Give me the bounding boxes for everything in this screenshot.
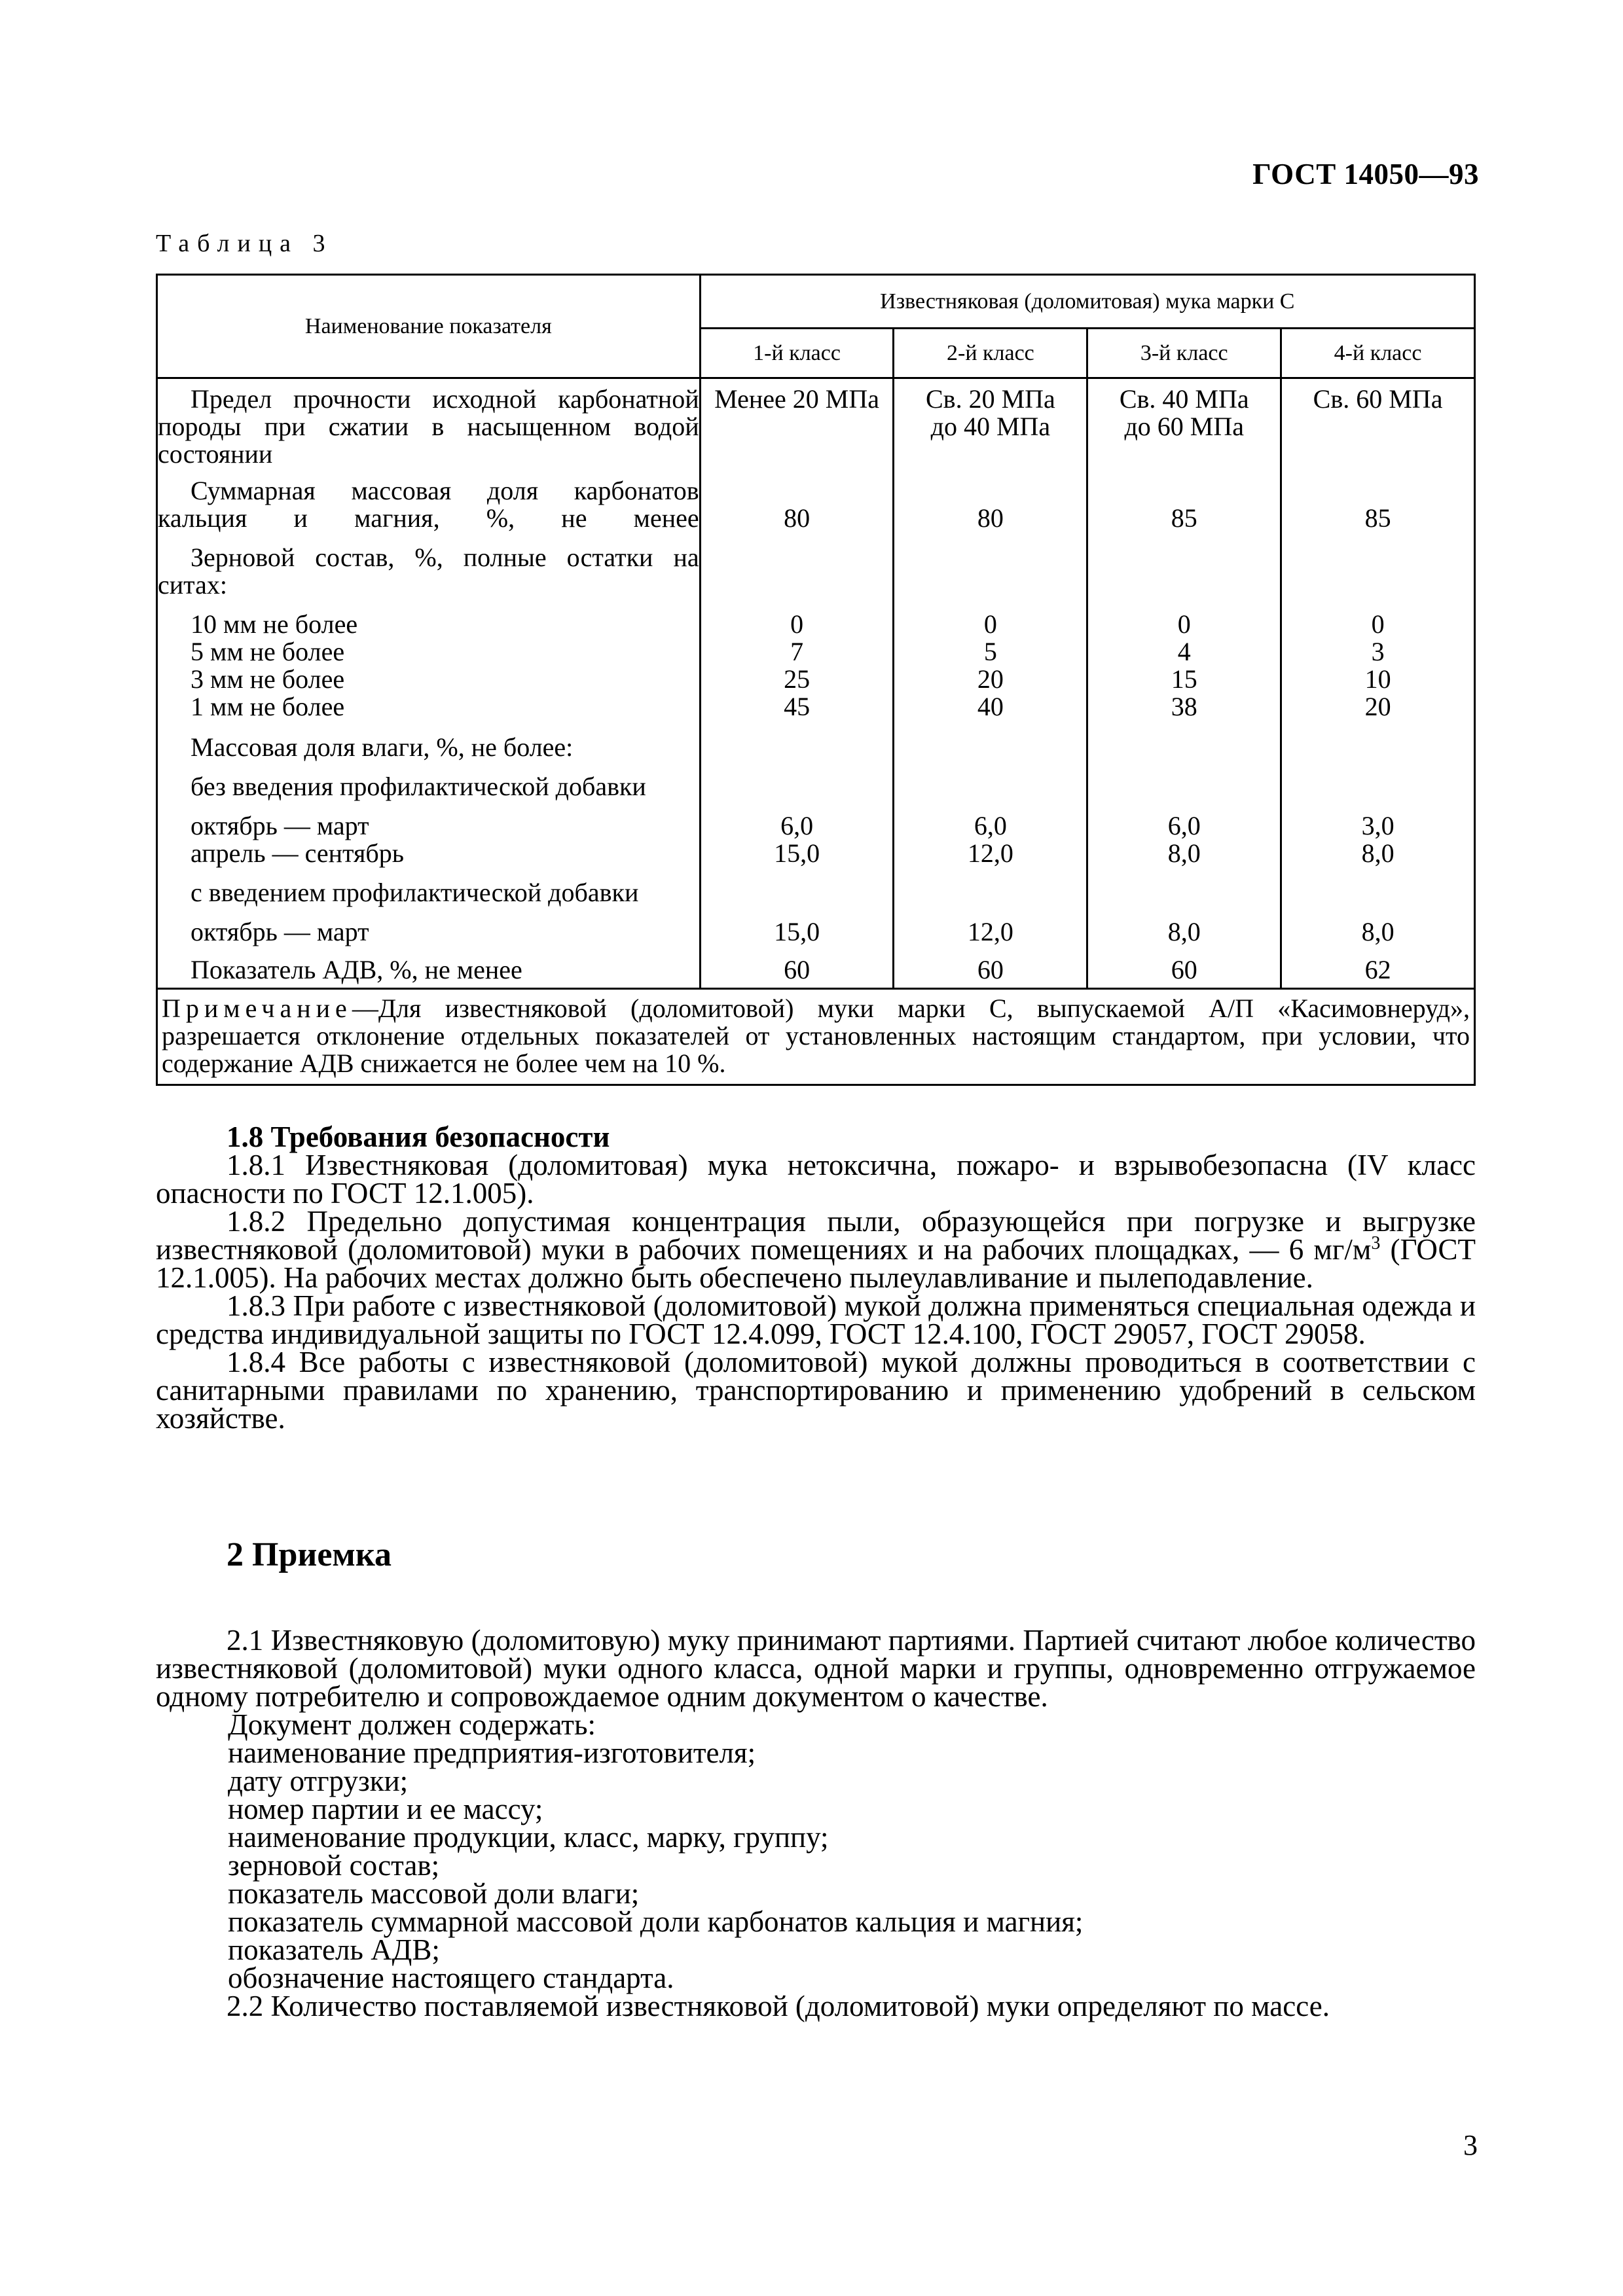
list-item: дату отгрузки; xyxy=(228,1765,409,1797)
cell: 3,0 8,0 xyxy=(1281,800,1475,867)
cell: 60 xyxy=(894,946,1087,989)
page-number: 3 xyxy=(1463,2129,1478,2161)
cell: 8,0 xyxy=(1281,906,1475,946)
section-title: 2 Приемка xyxy=(227,1536,392,1573)
list-item: номер партии и ее массу; xyxy=(228,1793,543,1825)
note-label: Примечание xyxy=(162,994,352,1023)
head-class-1: 1-й класс xyxy=(700,329,894,378)
table-row xyxy=(157,378,1475,469)
section-2 xyxy=(156,1536,1476,1573)
table-row xyxy=(157,721,1475,761)
list-item: показатель массовой доли влаги; xyxy=(228,1877,640,1910)
table-note xyxy=(157,989,1475,1085)
table-row xyxy=(157,468,1475,532)
cell: 85 xyxy=(1281,468,1475,532)
cell: 6,0 12,0 xyxy=(894,800,1087,867)
row-label-sieves: 10 мм не более 5 мм не более 3 мм не более 1 мм не более xyxy=(191,609,358,721)
paragraph: 1.8.2 Предельно допустимая концентрация пыли, образующейся при погрузке и выгрузке известняковой (доломитовой) муки в рабочих помещениях и на рабочих площадках, — 6 $мг/м^3$ (ГОСТ 12.1.005). На рабочих местах должно быть обеспечено пылеулавливание и пылеподавление. xyxy=(156,1205,1476,1294)
paragraph: 1.8.3 При работе с известняковой (доломитовой) мукой должна применяться специальная одежда и средства индивидуальной защиты по ГОСТ 12.4.099, ГОСТ 12.4.100, ГОСТ 29057, ГОСТ 29058. xyxy=(156,1289,1476,1350)
cell: 80 xyxy=(700,468,894,532)
table-row xyxy=(157,532,1475,599)
cell: 0 3 10 20 xyxy=(1281,599,1475,721)
section-2-body xyxy=(156,1626,1476,2020)
cell: 15,0 xyxy=(700,906,894,946)
list-item: наименование продукции, класс, марку, группу; xyxy=(228,1821,829,1854)
cell: 8,0 xyxy=(1087,906,1281,946)
cell: 85 xyxy=(1087,468,1281,532)
cell: 6,0 8,0 xyxy=(1087,800,1281,867)
row-label-strength: Предел прочности исходной карбонатной породы при сжатии в насыщенном водой состоянии xyxy=(158,384,699,469)
list-item: показатель АДВ; xyxy=(228,1933,440,1966)
head-class-2: 2-й класс xyxy=(894,329,1087,378)
section-title: 1.8 Требования безопасности xyxy=(227,1121,610,1153)
list-item: Документ должен содержать: xyxy=(228,1708,596,1741)
document-contents-list xyxy=(156,1708,1476,1994)
cell: Св. 20 МПа до 40 МПа xyxy=(894,378,1087,469)
table-caption: Таблица 3 xyxy=(156,230,333,257)
paragraph: 1.8.1 Известняковая (доломитовая) мука нетоксична, пожаро- и взрывобезопасна (IV класс опасности по ГОСТ 12.1.005). xyxy=(156,1149,1476,1210)
list-item: показатель суммарной массовой доли карбонатов кальция и магния; xyxy=(228,1905,1084,1938)
note-text: —Для известняковой (доломитовой) муки марки С, выпускаемой А/П «Касимовнеруд», разрешается отклонение отдельных показателей от установленных настоящим стандартом, при условии, что содержание АДВ снижается не более чем на 10 %. xyxy=(162,994,1470,1078)
table-row xyxy=(157,599,1475,721)
row-label-grain: Зерновой состав, %, полные остатки на ситах: xyxy=(158,543,699,600)
cell: 62 xyxy=(1281,946,1475,989)
cell: Св. 40 МПа до 60 МПа xyxy=(1087,378,1281,469)
row-label-adv: Показатель АДВ, %, не менее xyxy=(157,946,701,989)
table-row xyxy=(157,761,1475,800)
row-label-moisture: Массовая доля влаги, %, не более: xyxy=(157,721,701,761)
document-code: ГОСТ 14050—93 xyxy=(1252,158,1479,190)
list-item: обозначение настоящего стандарта. xyxy=(228,1962,674,1994)
head-indicator: Наименование показателя xyxy=(157,275,701,378)
row-label-with-additive: с введением профилактической добавки xyxy=(157,867,701,906)
head-group: Известняковая (доломитовая) мука марки С xyxy=(700,275,1474,329)
table-row xyxy=(157,800,1475,867)
cell: 80 xyxy=(894,468,1087,532)
table-row xyxy=(157,867,1475,906)
paragraph: 1.8.4 Все работы с известняковой (доломитовой) мукой должны проводиться в соответствии с санитарными правилами по хранению, транспортированию и применению удобрений в сельском хозяйстве. xyxy=(156,1346,1476,1435)
paragraph: 2.1 Известняковую (доломитовую) муку принимают партиями. Партией считают любое количество известняковой (доломитовой) муки одного класса, одной марки и группы, одновременно отгружаемое одному потребителю и сопровождаемое одним документом о качестве. xyxy=(156,1624,1476,1713)
cell: 60 xyxy=(1087,946,1281,989)
table-row xyxy=(157,906,1475,946)
row-label-no-additive: без введения профилактической добавки xyxy=(157,761,701,800)
head-class-4: 4-й класс xyxy=(1281,329,1475,378)
cell: Менее 20 МПа xyxy=(700,378,894,469)
head-class-3: 3-й класс xyxy=(1087,329,1281,378)
cell: Св. 60 МПа xyxy=(1281,378,1475,469)
list-item: зерновой состав; xyxy=(228,1849,440,1882)
list-item: наименование предприятия-изготовителя; xyxy=(228,1736,756,1769)
cell: 0 4 15 38 xyxy=(1087,599,1281,721)
row-label-oct-mar: октябрь — март xyxy=(157,906,701,946)
cell: 0 7 25 45 xyxy=(700,599,894,721)
section-1-8 xyxy=(156,1123,1476,1433)
cell: 6,0 15,0 xyxy=(700,800,894,867)
row-label-months: октябрь — март апрель — сентябрь xyxy=(157,800,701,867)
table-note-row xyxy=(157,989,1475,1085)
cell: 60 xyxy=(700,946,894,989)
cell: 12,0 xyxy=(894,906,1087,946)
table-row xyxy=(157,946,1475,989)
cell: 0 5 20 40 xyxy=(894,599,1087,721)
row-label-carbonates: Суммарная массовая доля карбонатов кальция и магния, %, не менее xyxy=(158,476,699,533)
paragraph: 2.2 Количество поставляемой известняковой (доломитовой) муки определяют по массе. xyxy=(227,1990,1330,2022)
table-3 xyxy=(156,274,1476,1086)
